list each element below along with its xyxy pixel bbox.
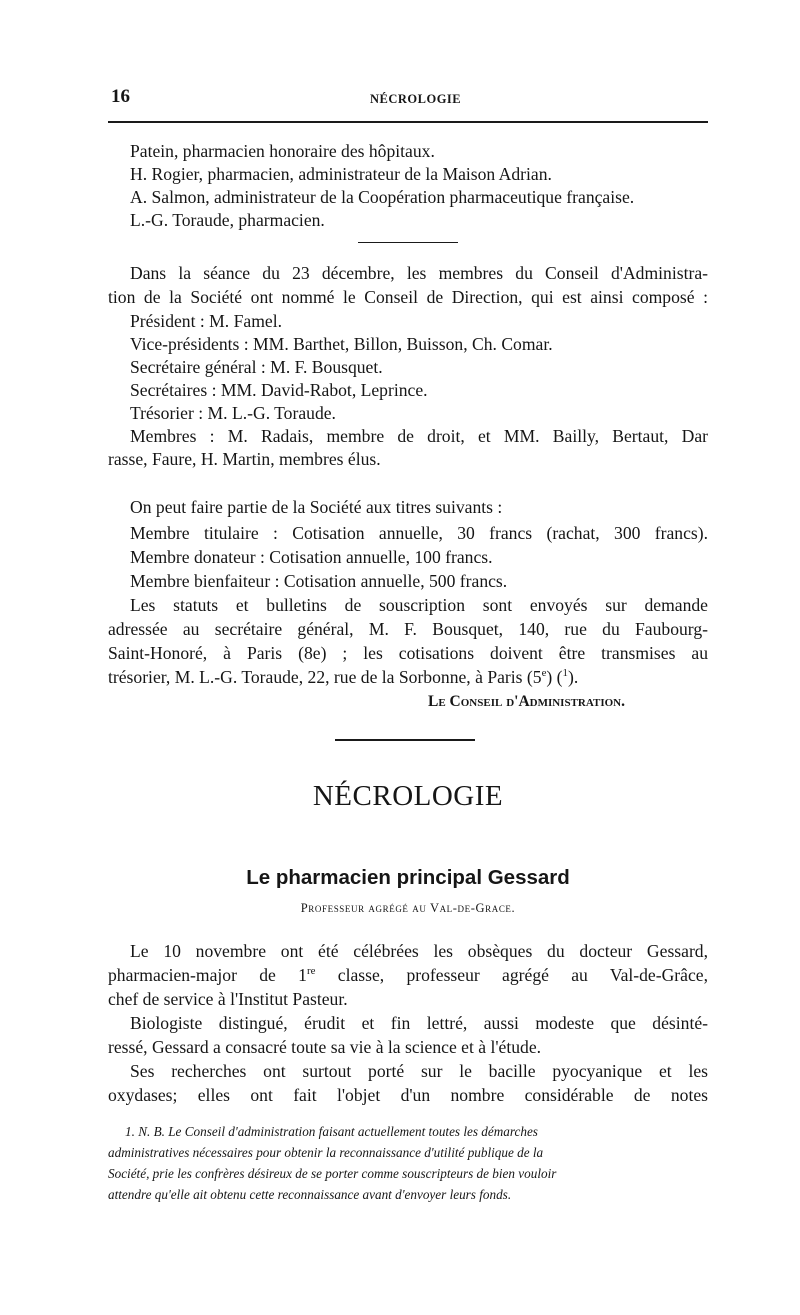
council-vice-presidents: Vice-présidents : MM. Barthet, Billon, Buisson, Ch. Comar.: [130, 334, 553, 354]
membership-line: trésorier, M. L.-G. Toraude, 22, rue de la Sorbonne, à Paris (5e) ($^1$).: [108, 667, 579, 687]
article-paragraph-line: Le 10 novembre ont été célébrées les obsèques du docteur Gessard,: [130, 941, 708, 961]
list-item: H. Rogier, pharmacien, administrateur de la Maison Adrian.: [130, 164, 552, 184]
article-paragraph-line: oxydases; elles ont fait l'objet d'un nombre considérable de notes: [108, 1085, 708, 1105]
article-subtitle: Professeur agrégé au Val-de-Grace.: [300, 901, 516, 915]
running-title: NÉCROLOGIE: [370, 92, 462, 106]
article-paragraph-line: ressé, Gessard a consacré toute sa vie à la science et à l'étude.: [108, 1037, 542, 1057]
article-paragraph-line: pharmacien-major de 1re classe, professeur agrégé au Val-de-Grâce,: [108, 965, 708, 985]
article-paragraph-line: chef de service à l'Institut Pasteur.: [108, 989, 348, 1009]
article-paragraph-line: Ses recherches ont surtout porté sur le bacille pyocyanique et les: [130, 1061, 708, 1081]
council-intro-line: Dans la séance du 23 décembre, les membres du Conseil d'Administra-: [130, 263, 708, 283]
council-president: Président : M. Famel.: [130, 311, 282, 331]
section-title: NÉCROLOGIE: [312, 780, 504, 812]
membership-line: Les statuts et bulletins de souscription sont envoyés sur demande: [130, 595, 708, 615]
article-title: Le pharmacien principal Gessard: [246, 866, 570, 889]
footnote-line: 1. N. B. Le Conseil d'administration faisant actuellement toutes les démarches: [125, 1124, 538, 1139]
membership-line: On peut faire partie de la Société aux titres suivants :: [130, 497, 503, 517]
footnote-line: attendre qu'elle ait obtenu cette reconnaissance avant d'envoyer leurs fonds.: [108, 1187, 512, 1202]
council-members-line: Membres : M. Radais, membre de droit, et MM. Bailly, Bertaut, Dar: [130, 426, 708, 446]
membership-line: adressée au secrétaire général, M. F. Bousquet, 140, rue du Faubourg-: [108, 619, 708, 639]
footnote-line: Société, prie les confrères désireux de se porter comme souscripteurs de bien vouloir: [108, 1166, 557, 1181]
membership-line: Membre titulaire : Cotisation annuelle, 30 francs (rachat, 300 francs).: [130, 523, 708, 543]
list-item: L.-G. Toraude, pharmacien.: [130, 210, 325, 230]
council-intro-line: tion de la Société ont nommé le Conseil de Direction, qui est ainsi composé :: [108, 287, 708, 307]
footnote-line: administratives nécessaires pour obtenir la reconnaissance d'utilité publique de la: [108, 1145, 544, 1160]
separator-rule: [358, 242, 458, 243]
council-members-line: rasse, Faure, H. Martin, membres élus.: [108, 449, 381, 469]
council-signature: Le Conseil d'Administration.: [428, 693, 625, 710]
council-secretary-general: Secrétaire général : M. F. Bousquet.: [130, 357, 383, 377]
page-number: 16: [111, 86, 130, 107]
header-rule: [108, 121, 708, 123]
membership-line: Membre bienfaiteur : Cotisation annuelle, 500 francs.: [130, 571, 508, 591]
section-separator-rule: [335, 739, 475, 741]
council-secretaries: Secrétaires : MM. David-Rabot, Leprince.: [130, 380, 428, 400]
membership-line: Saint-Honoré, à Paris (8e) ; les cotisations doivent être transmises au: [108, 643, 708, 663]
list-item: Patein, pharmacien honoraire des hôpitaux.: [130, 141, 435, 161]
membership-line: Membre donateur : Cotisation annuelle, 100 francs.: [130, 547, 493, 567]
article-paragraph-line: Biologiste distingué, érudit et fin lettré, aussi modeste que désinté-: [130, 1013, 708, 1033]
council-treasurer: Trésorier : M. L.-G. Toraude.: [130, 403, 336, 423]
list-item: A. Salmon, administrateur de la Coopération pharmaceutique française.: [130, 187, 635, 207]
